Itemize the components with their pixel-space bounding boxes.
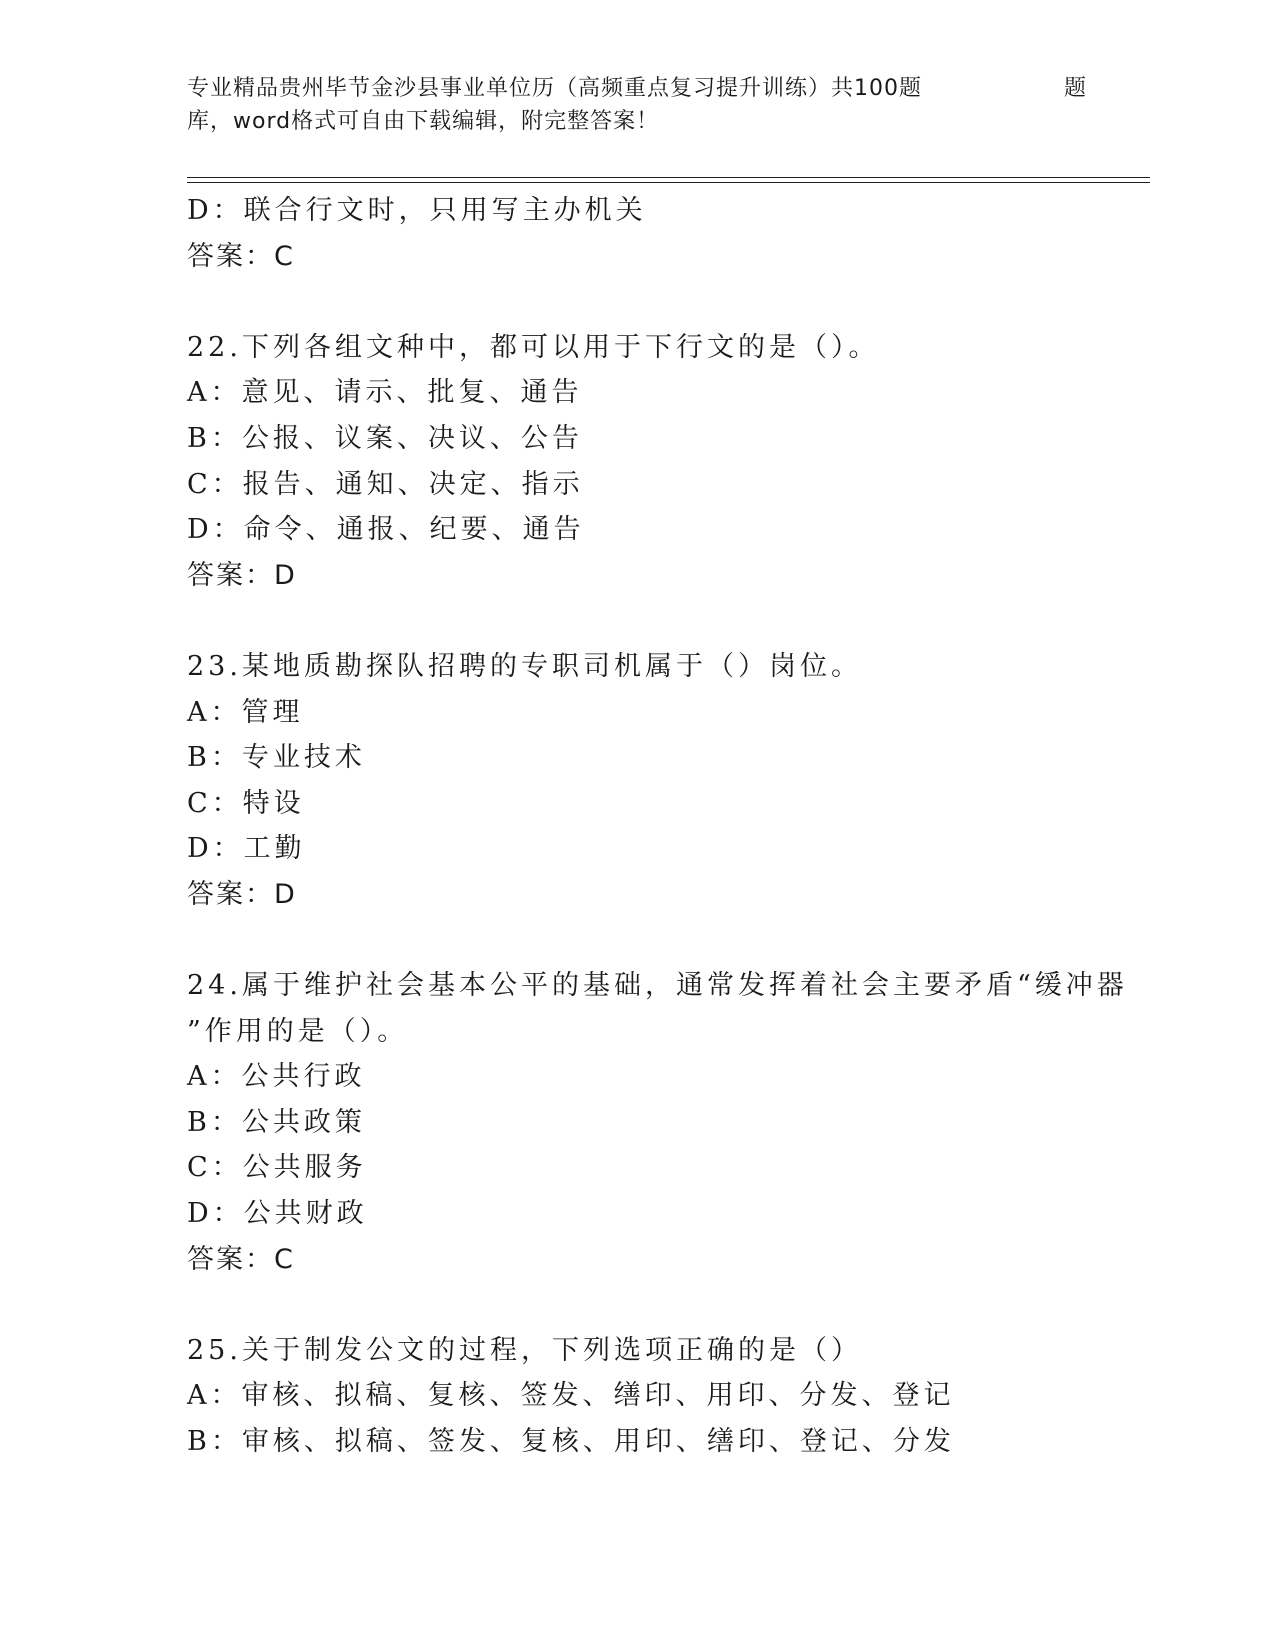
question-24-stem-line-2: ”作用的是（）。 [187,1015,409,1047]
question-23-option-d: D：工勤 [187,833,306,865]
header-title-tail: 题 [1063,76,1087,101]
header-title-line-2: 库，word格式可自由下载编辑，附完整答案！ [187,109,660,134]
question-24-option-b: B：公共政策 [187,1106,366,1138]
question-23-answer: 答案：D [187,878,297,910]
header-divider-bottom [187,182,1150,183]
header-title-line-1 [187,72,1087,105]
question-22-answer: 答案：D [187,559,297,591]
header-title-text: 专业精品贵州毕节金沙县事业单位历（高频重点复习提升训练）共100题 [187,76,922,101]
question-list [187,188,1147,1465]
prev-question-option-d: D：联合行文时，只用写主办机关 [187,195,647,226]
header-divider-top [187,177,1150,178]
question-23-option-a: A：管理 [187,696,304,728]
question-22-option-d: D：命令、通报、纪要、通告 [187,514,585,546]
question-23-stem: 23.某地质勘探队招聘的专职司机属于（）岗位。 [187,650,862,682]
question-23-option-b: B：专业技术 [187,742,366,774]
question-22-option-a: A：意见、请示、批复、通告 [187,377,583,409]
question-23-option-c: C：特设 [187,787,305,819]
question-25-option-a: A：审核、拟稿、复核、签发、缮印、用印、分发、登记 [187,1380,955,1412]
question-24-option-d: D：公共财政 [187,1198,368,1230]
question-24-stem-line-1: 24.属于维护社会基本公平的基础，通常发挥着社会主要矛盾“缓冲器 [187,970,1128,1002]
page-header [187,72,1087,138]
prev-question-answer: 答案：C [187,240,295,272]
question-24-answer: 答案：C [187,1243,295,1275]
question-24-option-c: C：公共服务 [187,1152,367,1184]
question-22-stem: 22.下列各组文种中，都可以用于下行文的是（）。 [187,331,880,363]
question-25-stem: 25.关于制发公文的过程，下列选项正确的是（） [187,1334,862,1366]
question-22-option-b: B：公报、议案、决议、公告 [187,422,583,454]
question-24-option-a: A：公共行政 [187,1061,366,1093]
question-22-option-c: C：报告、通知、决定、指示 [187,468,584,500]
question-25-option-b: B：审核、拟稿、签发、复核、用印、缮印、登记、分发 [187,1426,955,1458]
